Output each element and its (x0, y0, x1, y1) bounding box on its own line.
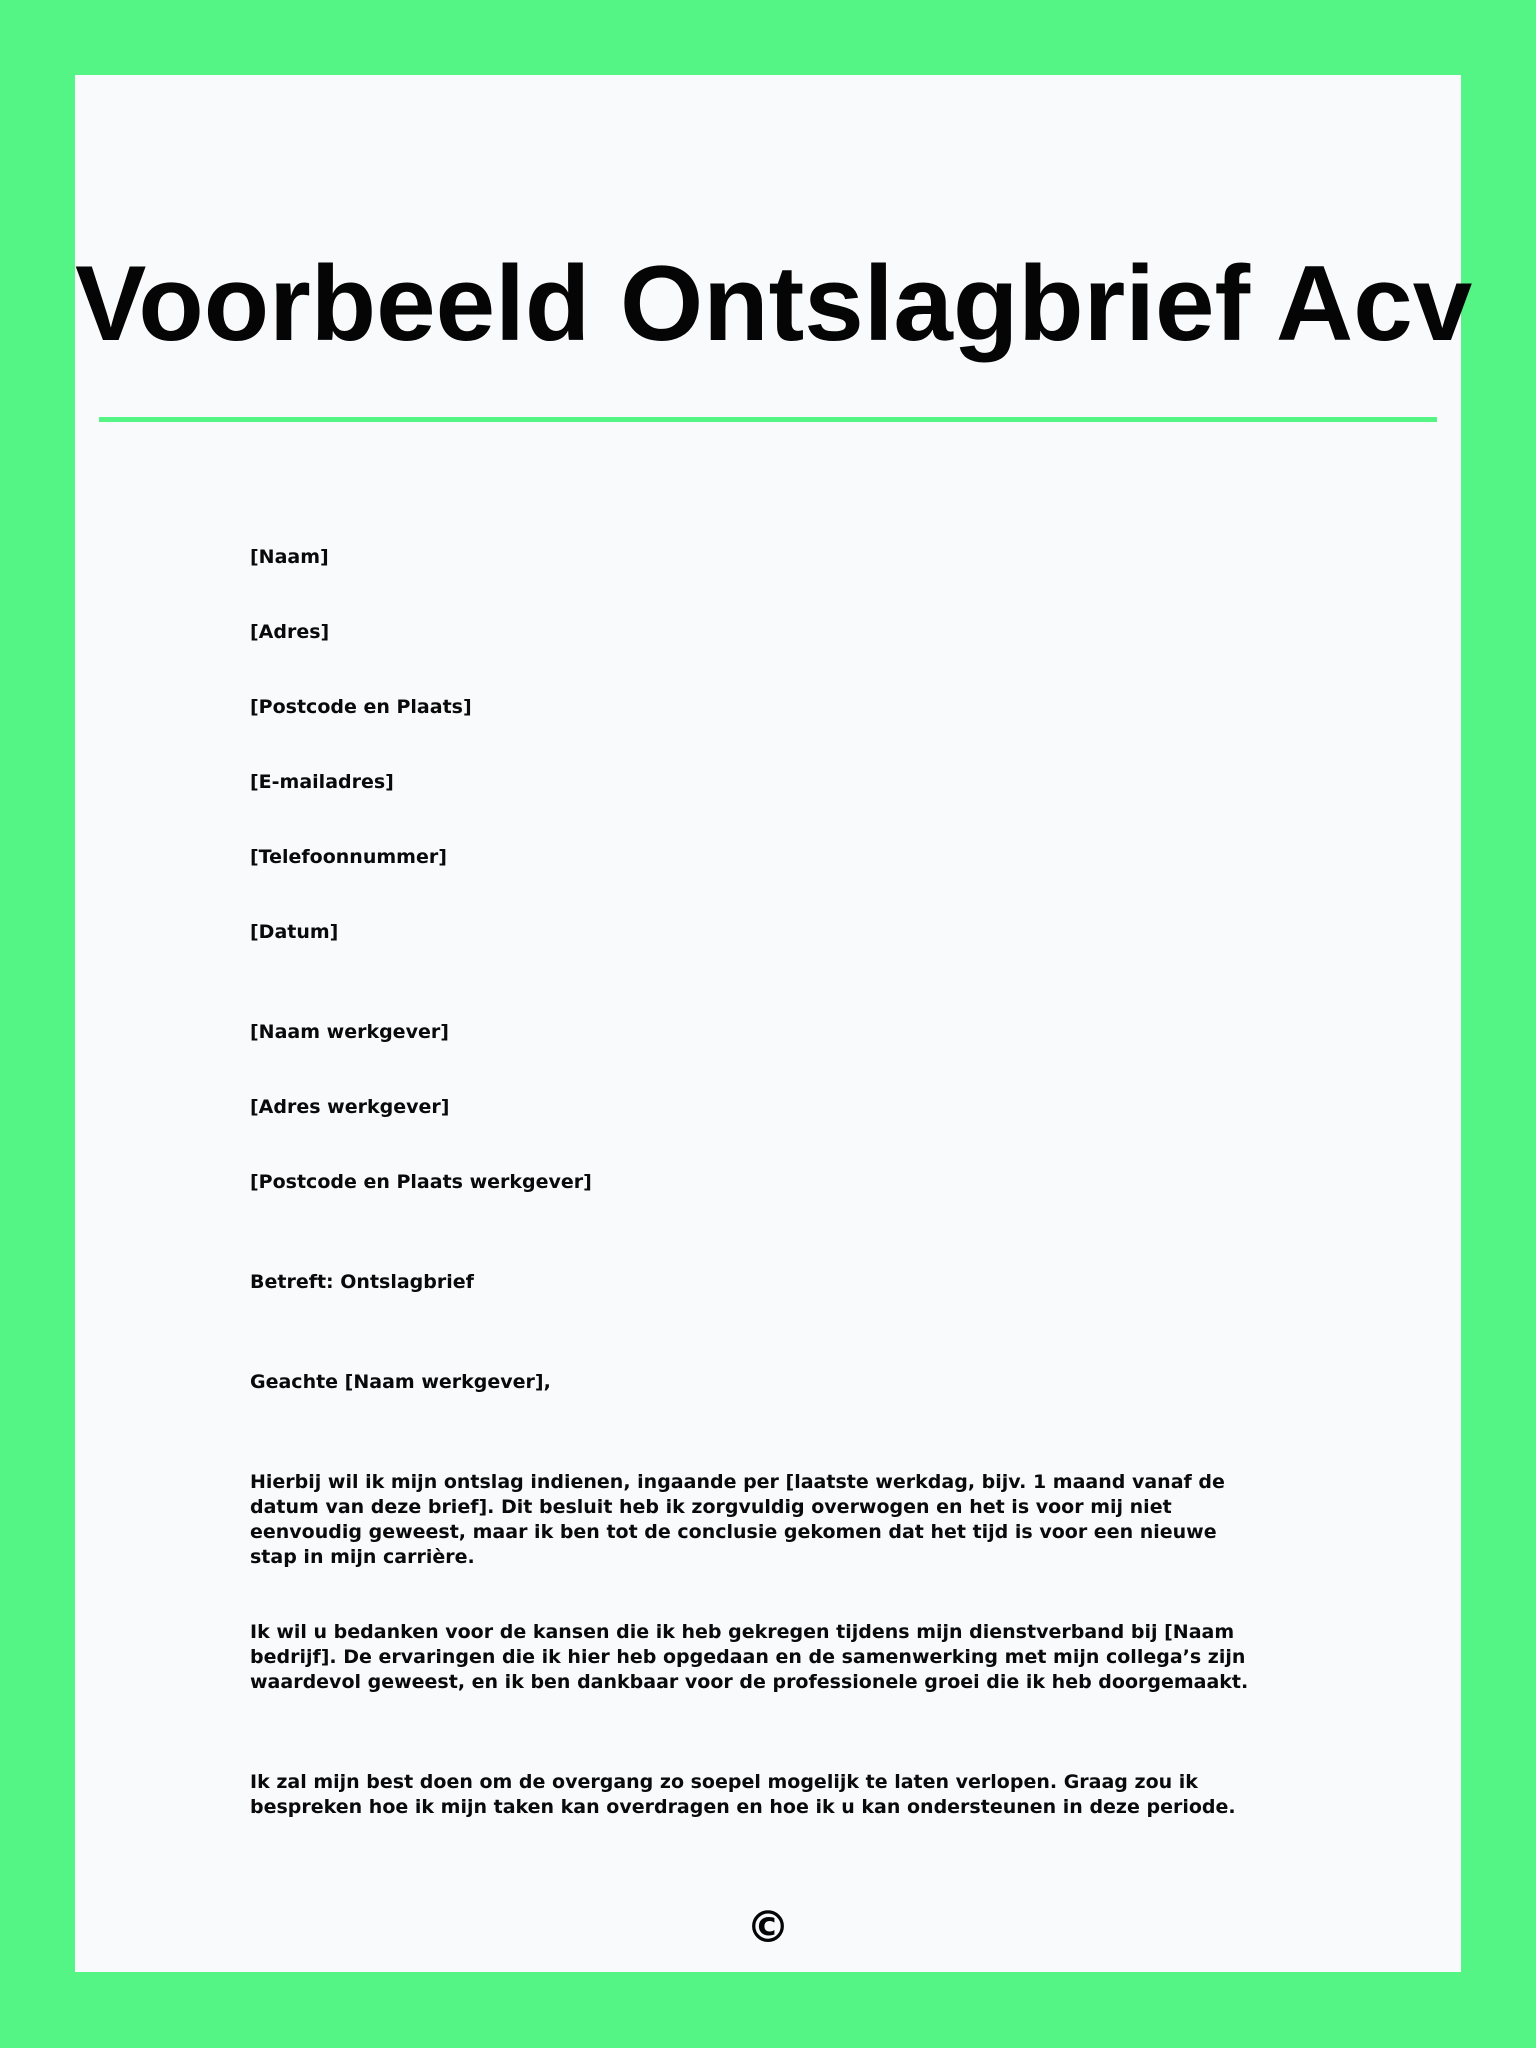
employer-name: [Naam werkgever] (250, 1021, 449, 1043)
letter-subject: Betreft: Ontslagbrief (250, 1271, 474, 1293)
employer-address: [Adres werkgever] (250, 1096, 450, 1118)
page-title: Voorbeeld Ontslagbrief Acv (75, 243, 1473, 363)
sender-name: [Naam] (250, 546, 329, 568)
title-divider (99, 417, 1437, 422)
letter-date: [Datum] (250, 921, 339, 943)
letter-paragraph: Ik zal mijn best doen om de overgang zo soepel mogelijk te laten verlopen. Graag zou ik bespreken hoe ik mijn taken kan overdragen en hoe ik u kan ondersteunen in deze periode. (250, 1771, 1236, 1818)
letter-paragraph: Hierbij wil ik mijn ontslag indienen, ingaande per [laatste werkdag, bijv. 1 maand vanaf de datum van deze brief]. Dit besluit heb ik zorgvuldig overwogen en het is voor mij niet eenvoudig geweest, maar ik ben tot de conclusie gekomen dat het tijd is voor een nieuwe stap in mijn carrière. (250, 1471, 1225, 1568)
sender-email: [E-mailadres] (250, 771, 394, 793)
employer-postcode-city: [Postcode en Plaats werkgever] (250, 1171, 592, 1193)
document-page (75, 75, 1473, 1972)
sender-phone: [Telefoonnummer] (250, 846, 447, 868)
copyright-icon: © (746, 1902, 790, 1953)
sender-postcode-city: [Postcode en Plaats] (250, 696, 472, 718)
letter-paragraph: Ik wil u bedanken voor de kansen die ik heb gekregen tijdens mijn dienstverband bij [Naam bedrijf]. De ervaringen die ik hier heb opgedaan en de samenwerking met mijn collega’s zijn waardevol geweest, en ik ben dankbaar voor de professionele groei die ik heb doorgemaakt. (250, 1621, 1249, 1693)
letter-salutation: Geachte [Naam werkgever], (250, 1371, 551, 1393)
sender-address: [Adres] (250, 621, 330, 643)
